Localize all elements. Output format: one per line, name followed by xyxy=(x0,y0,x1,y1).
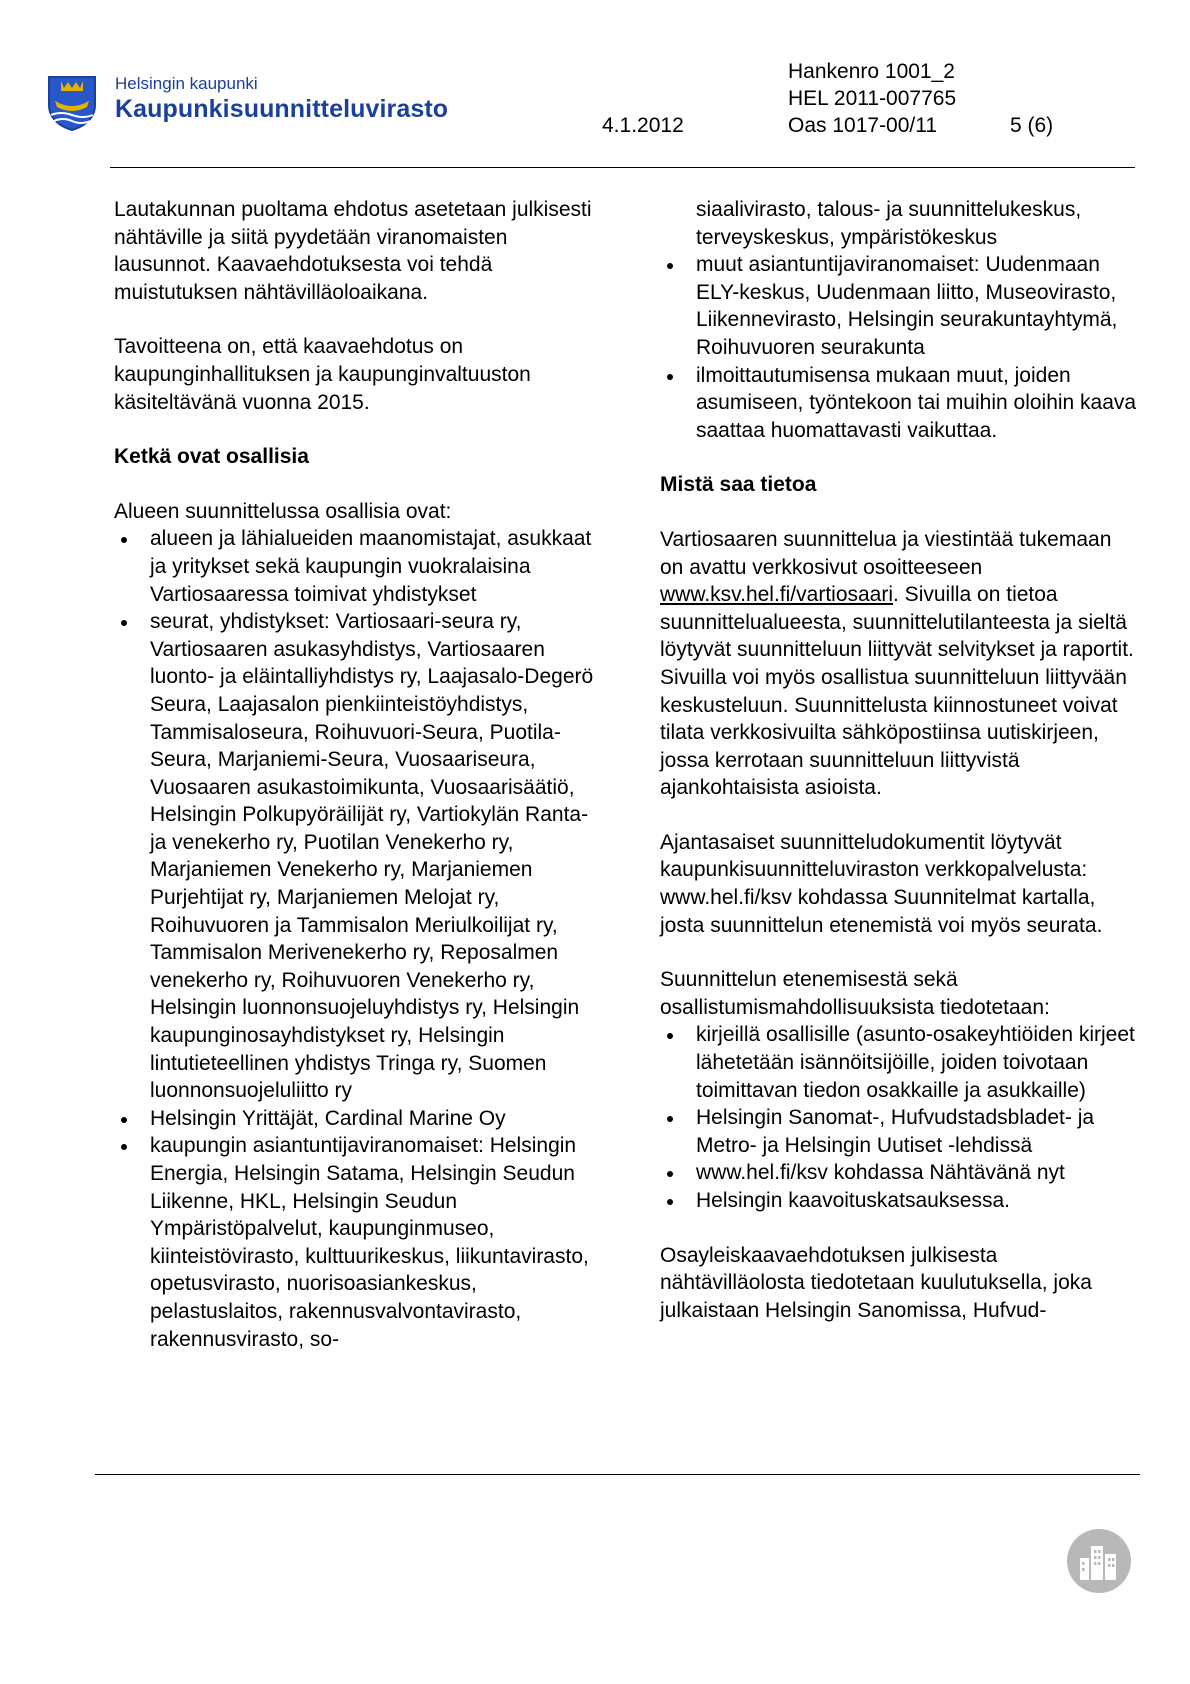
list-item: muut asiantuntijaviranomaiset: Uudenmaan ELY-keskus, Uudenmaan liitto, Museovirasto, Liikennevirasto, Helsingin seurakuntayhtymä, Roihuvuoren seurakunta xyxy=(660,251,1140,361)
paragraph: Lautakunnan puoltama ehdotus asetetaan julkisesti nähtäville ja siitä pyydetään viranomaisten lausunnot. Kaavaehdotuksesta voi tehdä muistutuksen nähtävilläoloaikana. xyxy=(114,198,592,304)
page-number: 5 (6) xyxy=(1010,114,1054,137)
list-item: Helsingin Sanomat-, Hufvudstadsbladet- ja Metro- ja Helsingin Uutiset -lehdissä xyxy=(660,1104,1140,1159)
text: Vartiosaaren suunnittelua ja viestintää tukemaan on avattu verkkosivut osoitteeseen xyxy=(660,527,1112,579)
org-city: Helsingin kaupunki xyxy=(115,74,258,93)
paragraph xyxy=(660,526,1140,802)
vartiosaari-link[interactable]: www.ksv.hel.fi/vartiosaari xyxy=(660,583,894,607)
participants-list-continued xyxy=(660,196,1140,444)
paragraph: Ajantasaiset suunnitteludokumentit löytyvät kaupunkisuunnitteluviraston verkkopalvelusta: www.hel.fi/ksv kohdassa Suunnitelmat kartalla, josta suunnittelun etenemistä voi myös seurata. xyxy=(660,830,1103,937)
list-item: Helsingin Yrittäjät, Cardinal Marine Oy xyxy=(114,1105,604,1133)
helsinki-crest-icon xyxy=(47,75,97,131)
list-item: alueen ja lähialueiden maanomistajat, asukkaat ja yritykset sekä kaupungin vuokralaisina Vartiosaaressa toimivat yhdistykset xyxy=(114,525,604,608)
list-item: Helsingin kaavoituskatsauksessa. xyxy=(660,1187,1140,1215)
paragraph: Suunnittelun etenemisestä sekä osallistumismahdollisuuksista tiedotetaan: xyxy=(660,968,1050,1019)
org-department: Kaupunkisuunnitteluvirasto xyxy=(115,95,449,123)
right-column xyxy=(660,196,1140,1324)
organization-name xyxy=(115,74,448,124)
paragraph: Tavoitteena on, että kaavaehdotus on kaupunginhallituksen ja kaupunginvaltuuston käsiteltävänä vuonna 2015. xyxy=(114,335,531,414)
section-heading: Ketkä ovat osallisia xyxy=(114,445,309,469)
left-column xyxy=(114,196,604,1353)
information-channels-list xyxy=(660,1021,1140,1214)
oas-number: Oas 1017-00/11 xyxy=(788,114,938,137)
city-building-stamp-icon xyxy=(1066,1528,1132,1594)
paragraph: Osayleiskaavaehdotuksen julkisesta nähtävilläolosta tiedotetaan kuulutuksella, joka julkaistaan Helsingin Sanomissa, Hufvud- xyxy=(660,1243,1092,1322)
list-item: kaupungin asiantuntijaviranomaiset: Helsingin Energia, Helsingin Satama, Helsingin Seudun Liikenne, HKL, Helsingin Seudun Ympäristöpalvelut, kaupunginmuseo, kiinteistövirasto, kulttuurikeskus, liikuntavirasto, opetusvirasto, nuorisoasiankeskus, pelastuslaitos, rakennusvalvontavirasto, rakennusvirasto, so- xyxy=(114,1132,604,1353)
hankenro: Hankenro 1001_2 xyxy=(788,60,955,83)
list-item: kirjeillä osallisille (asunto-osakeyhtiöiden kirjeet lähetetään isännöitsijöille, joiden toivotaan toimittavan tiedon osakkaille ja asukkaille) xyxy=(660,1021,1140,1104)
list-item: www.hel.fi/ksv kohdassa Nähtävänä nyt xyxy=(660,1159,1140,1187)
list-item: ilmoittautumisensa mukaan muut, joiden asumiseen, työntekoon tai muihin oloihin kaava saattaa huomattavasti vaikuttaa. xyxy=(660,362,1140,445)
participants-list xyxy=(114,525,604,1353)
list-intro: Alueen suunnittelussa osallisia ovat: xyxy=(114,499,452,523)
text: . Sivuilla on tietoa suunnittelualueesta, suunnittelutilanteesta ja sieltä löytyvät suunnitteluun liittyvät selvitykset ja raportit. Sivuilla voi myös osallistua suunnitteluun liittyvään keskusteluun. Suunnittelusta kiinnostuneet voivat tilata verkkosivuilta sähköpostiinsa uutiskirjeen, jossa kerrotaan suunnitteluun liittyvistä ajankohtaisista asioista. xyxy=(660,583,1134,800)
section-heading: Mistä saa tietoa xyxy=(660,473,817,497)
document-identifiers xyxy=(788,58,956,139)
header-divider xyxy=(110,167,1135,168)
list-item-continuation: siaalivirasto, talous- ja suunnittelukeskus, terveyskeskus, ympäristökeskus xyxy=(696,198,1082,249)
list-item: seurat, yhdistykset: Vartiosaari-seura ry, Vartiosaaren asukasyhdistys, Vartiosaaren luonto- ja eläintalliyhdistys ry, Laajasalo-Degerö Seura, Laajasalon pienkiinteistöyhdistys, Tammisaloseura, Roihuvuori-Seura, Puotila-Seura, Marjaniemi-Seura, Vuosaariseura, Vuosaaren asukastoimikunta, Vuosaarisäätiö, Helsingin Polkupyöräilijät ry, Vartiokylän Ranta- ja venekerho ry, Puotilan Venekerho ry, Marjaniemen Venekerho ry, Marjaniemen Purjehtijat ry, Marjaniemen Melojat ry, Roihuvuoren ja Tammisalon Meriulkoilijat ry, Tammisalon Merivenekerho ry, Reposalmen venekerho ry, Roihuvuoren Venekerho ry, Helsingin luonnonsuojeluyhdistys ry, Helsingin kaupunginosayhdistykset ry, Helsingin lintutieteellinen yhdistys Tringa ry, Suomen luonnonsuojeluliitto ry xyxy=(114,608,604,1105)
document-date: 4.1.2012 xyxy=(602,114,684,137)
footer-divider xyxy=(95,1474,1140,1475)
hel-number: HEL 2011-007765 xyxy=(788,87,957,110)
